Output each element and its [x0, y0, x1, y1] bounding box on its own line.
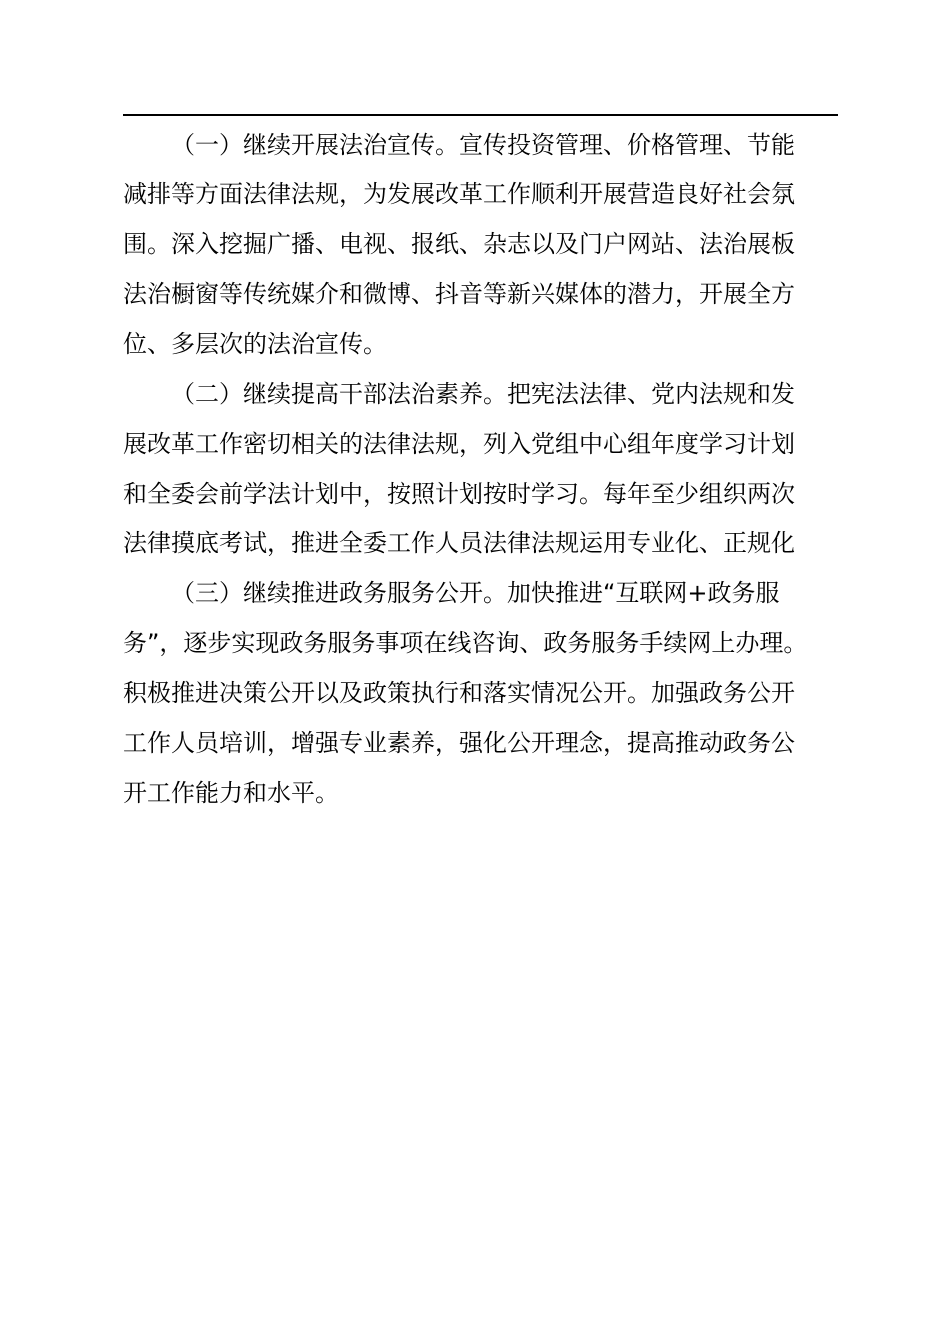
paragraph-3-line-4: 工作人员培训，增强专业素养，强化公开理念，提高推动政务公: [123, 729, 795, 757]
paragraph-3-line-2: 务”，逐步实现政务服务事项在线咨询、政务服务手续网上办理。: [123, 629, 808, 657]
paragraph-1-line-2: 减排等方面法律法规，为发展改革工作顺利开展营造良好社会氛: [123, 180, 795, 208]
header-rule: [123, 114, 838, 116]
paragraph-2-line-2: 展改革工作密切相关的法律法规，列入党组中心组年度学习计划: [123, 430, 795, 458]
paragraph-1-line-3: 围。深入挖掘广播、电视、报纸、杂志以及门户网站、法治展板: [123, 230, 795, 258]
paragraph-1-line-5: 位、多层次的法治宣传。: [123, 330, 387, 358]
paragraph-2-line-4: 法律摸底考试，推进全委工作人员法律法规运用专业化、正规化: [123, 529, 795, 557]
paragraph-3-line-3: 积极推进决策公开以及政策执行和落实情况公开。加强政务公开: [123, 679, 795, 707]
paragraph-1-line-4: 法治橱窗等传统媒介和微博、抖音等新兴媒体的潜力，开展全方: [123, 280, 795, 308]
paragraph-3-line-5: 开工作能力和水平。: [123, 779, 339, 807]
paragraph-2-line-1: （二）继续提高干部法治素养。把宪法法律、党内法规和发: [171, 380, 795, 408]
paragraph-3-line-1: （三）继续推进政务服务公开。加快推进“互联网+政务服: [171, 579, 780, 607]
paragraph-1-line-1: （一）继续开展法治宣传。宣传投资管理、价格管理、节能: [171, 131, 795, 159]
paragraph-2-line-3: 和全委会前学法计划中，按照计划按时学习。每年至少组织两次: [123, 480, 795, 508]
